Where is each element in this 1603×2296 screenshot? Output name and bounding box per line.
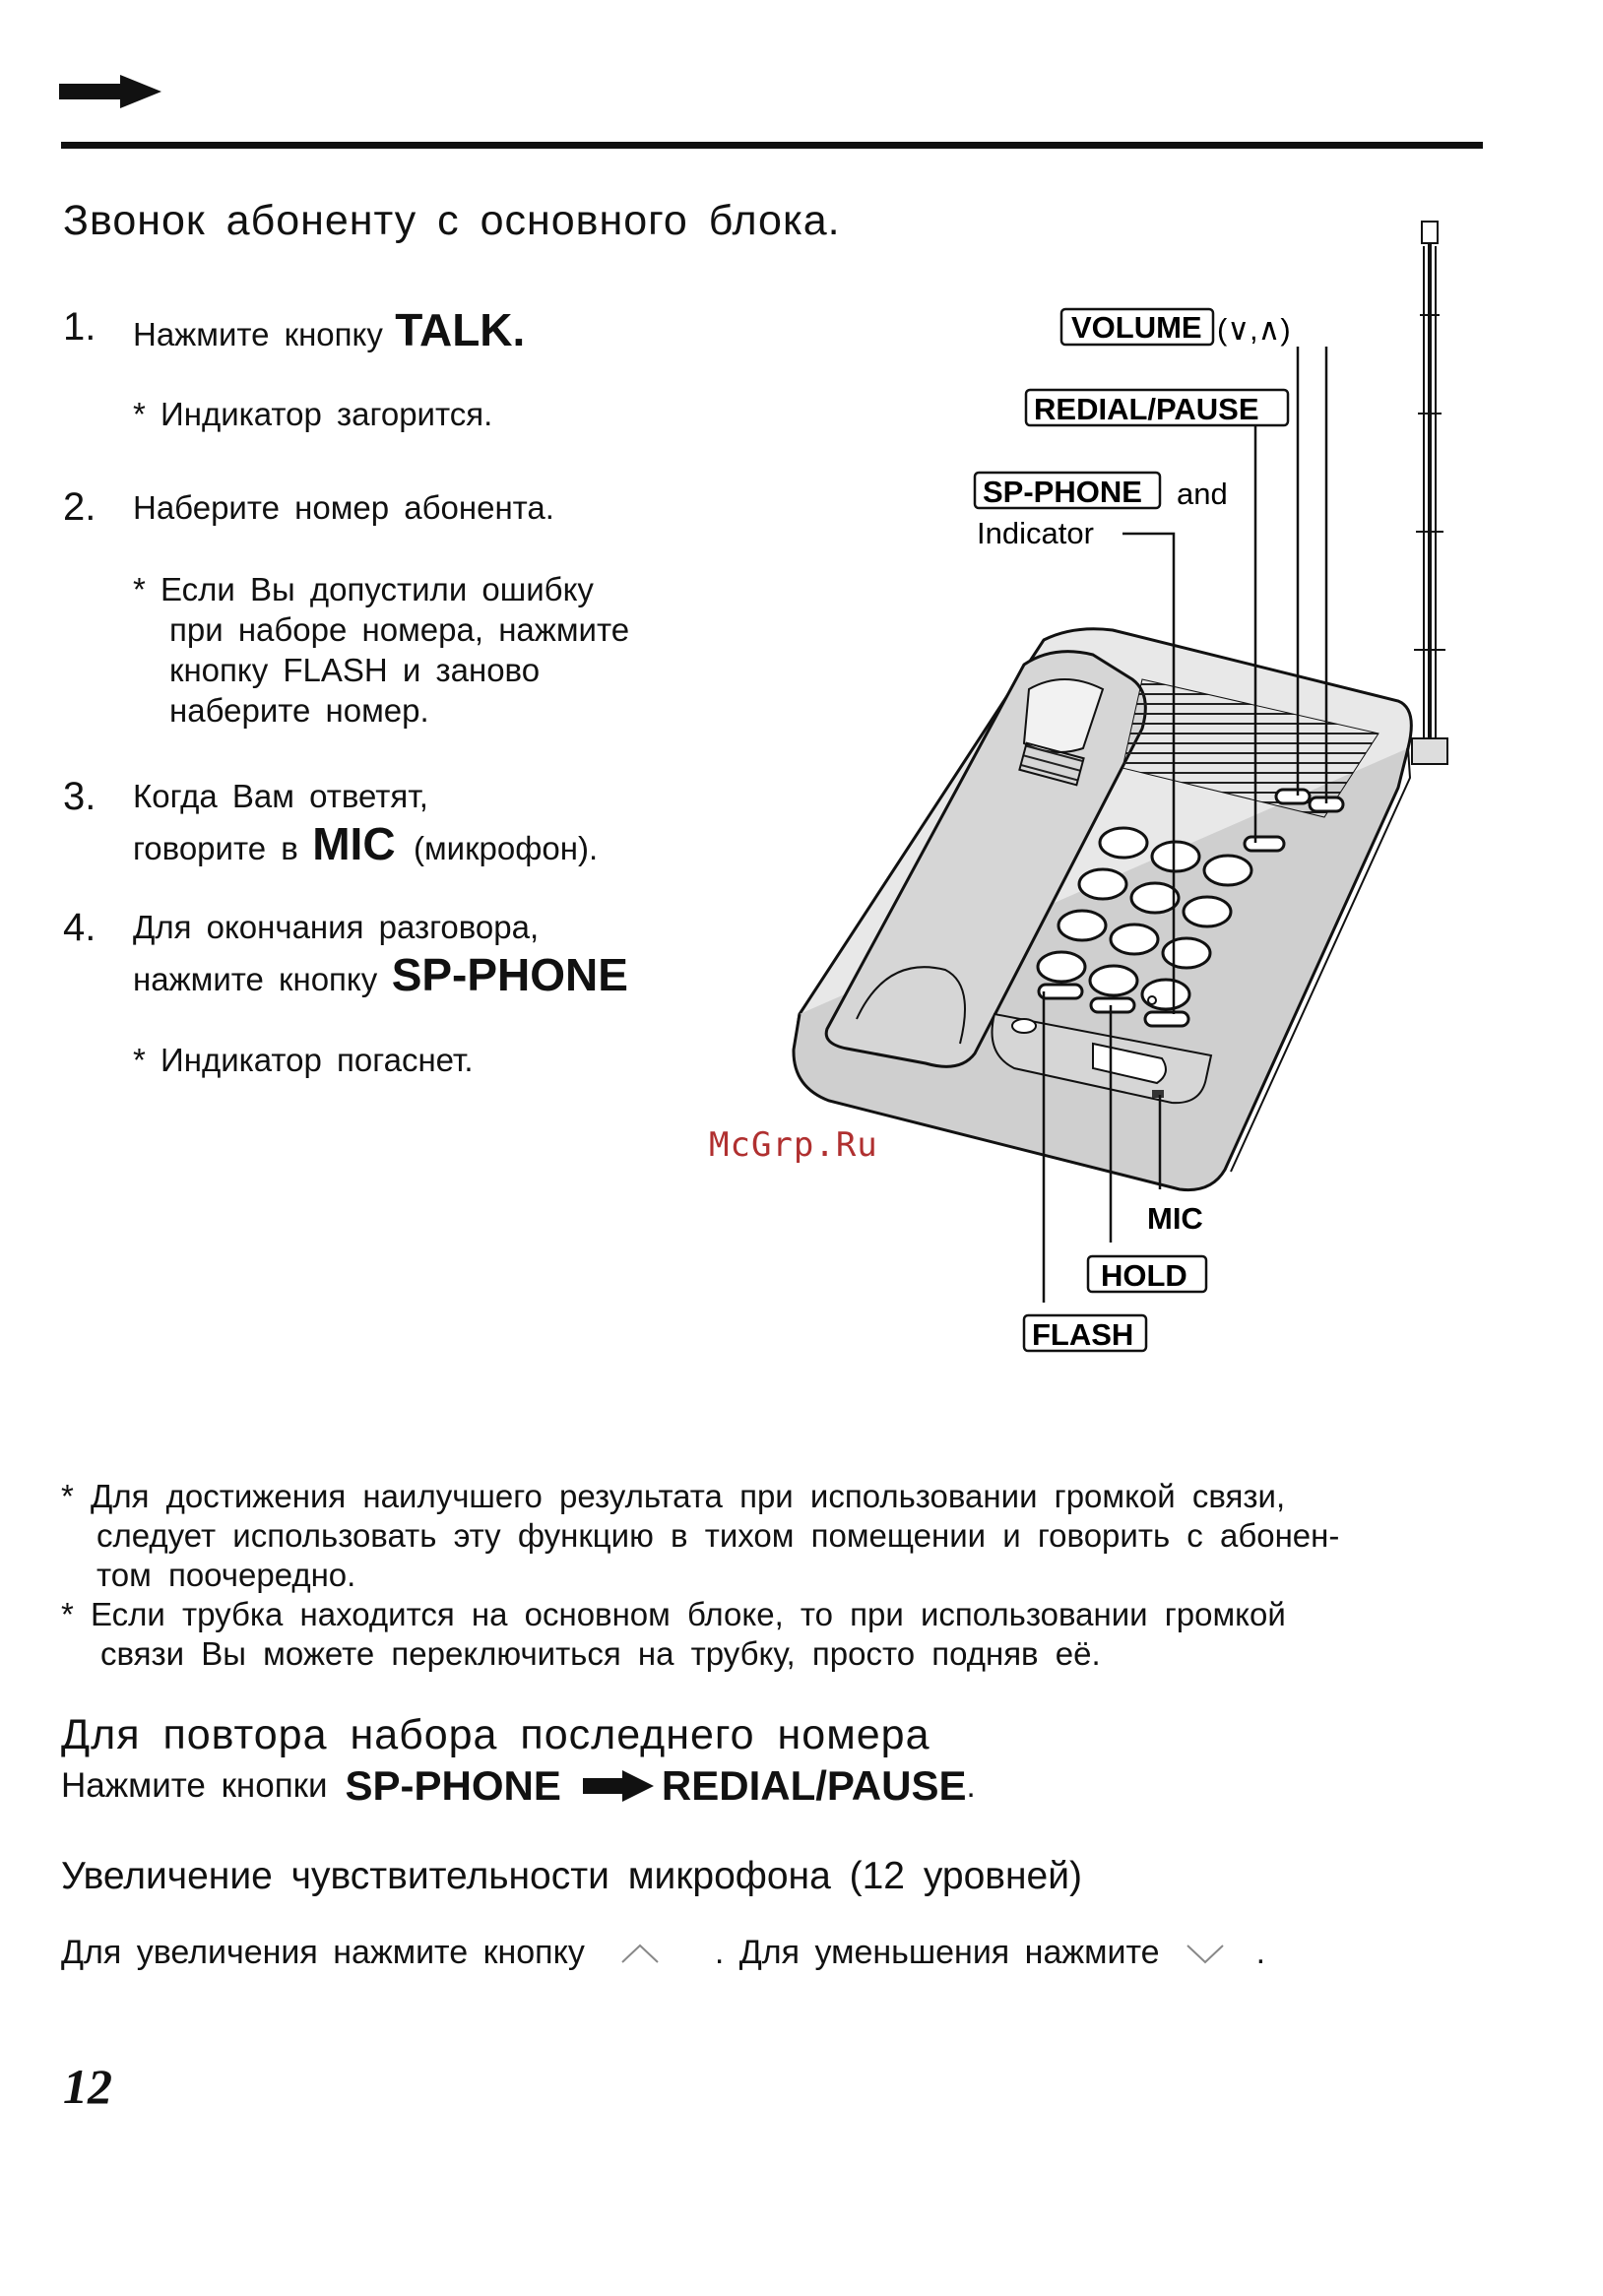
step-2-note: [133, 569, 629, 731]
watermark: McGrp.Ru: [709, 1125, 878, 1165]
step-2-text: Наберите номер абонента.: [133, 489, 554, 526]
step-3-line1: Когда Вам ответят,: [133, 778, 428, 814]
label-volume: VOLUME: [1071, 310, 1202, 345]
footnote-line: * Если трубка находится на основном блоке, то при использовании громкой: [61, 1596, 1286, 1632]
label-sp-phone: SP-PHONE: [983, 475, 1142, 509]
label-flash: FLASH: [1032, 1317, 1134, 1352]
label-mic: MIC: [1147, 1201, 1203, 1236]
step-4-pre: нажмите кнопку: [133, 961, 378, 997]
step-3-key: MIC: [312, 818, 396, 869]
step-4-line1: Для окончания разговора,: [133, 909, 540, 945]
step-4-number: 4.: [63, 906, 96, 949]
footnote-2: [61, 1595, 1286, 1674]
step-3-pre: говорите в: [133, 830, 298, 866]
down-arrow-icon: [1186, 1943, 1225, 1964]
redial-key-1: SP-PHONE: [345, 1762, 561, 1809]
step-2-note-line: кнопку FLASH и заново: [169, 652, 541, 688]
step-2-note-line: при наборе номера, нажмите: [169, 611, 630, 648]
step-4-note: * Индикатор погаснет.: [133, 1042, 474, 1078]
label-and: and: [1177, 477, 1228, 511]
step-1-number: 1.: [63, 305, 96, 349]
up-arrow-icon: [620, 1943, 660, 1964]
mic-section-title: Увеличение чувствительности микрофона (12 уровней): [61, 1855, 1082, 1897]
redial-post: .: [966, 1767, 976, 1804]
step-4-line2: [133, 948, 628, 1001]
phone-diagram: [748, 197, 1497, 1378]
redial-section-line: [61, 1762, 976, 1810]
right-arrow-icon: [59, 75, 161, 108]
label-hold: HOLD: [1101, 1258, 1187, 1293]
phone-base-icon: [794, 629, 1411, 1190]
label-redial-pause: REDIAL/PAUSE: [1034, 392, 1259, 426]
footnote-1: [61, 1477, 1339, 1595]
step-1-key: TALK.: [395, 304, 526, 355]
redial-pre: Нажмите кнопки: [61, 1766, 328, 1805]
step-3-number: 3.: [63, 775, 96, 818]
header-rule: [61, 142, 1483, 149]
step-2-number: 2.: [63, 485, 96, 529]
step-4-key: SP-PHONE: [391, 949, 628, 1000]
step-2-note-line: наберите номер.: [169, 692, 429, 729]
step-1: [133, 303, 525, 356]
mic-line-post: .: [1255, 1934, 1266, 1971]
mic-line-mid: . Для уменьшения нажмите: [714, 1934, 1160, 1971]
page-number: 12: [63, 2059, 112, 2114]
footnote-line: связи Вы можете переключиться на трубку, просто подняв её.: [100, 1635, 1101, 1672]
mic-line-pre: Для увеличения нажмите кнопку: [61, 1934, 585, 1971]
redial-key-2: REDIAL/PAUSE: [661, 1762, 967, 1809]
footnote-line: том поочередно.: [96, 1557, 356, 1593]
mic-section-line: [61, 1934, 1265, 1972]
step-3-post: (микрофон).: [414, 830, 599, 866]
right-arrow-icon: [583, 1770, 654, 1802]
label-volume-arrows: (∨,∧): [1217, 312, 1291, 347]
label-indicator: Indicator: [977, 516, 1094, 550]
step-1-note: * Индикатор загорится.: [133, 396, 493, 432]
footnote-line: * Для достижения наилучшего результата при использовании громкой связи,: [61, 1478, 1286, 1514]
step-2-note-line: * Если Вы допустили ошибку: [133, 571, 594, 607]
footnote-line: следует использовать эту функцию в тихом помещении и говорить с абонен-: [96, 1517, 1340, 1554]
page-title: Звонок абоненту с основного блока.: [63, 197, 841, 244]
redial-section-title: Для повтора набора последнего номера: [61, 1711, 930, 1758]
step-1-text: Нажмите кнопку: [133, 316, 383, 352]
antenna-icon: [1412, 222, 1447, 764]
step-3-line2: [133, 817, 598, 870]
